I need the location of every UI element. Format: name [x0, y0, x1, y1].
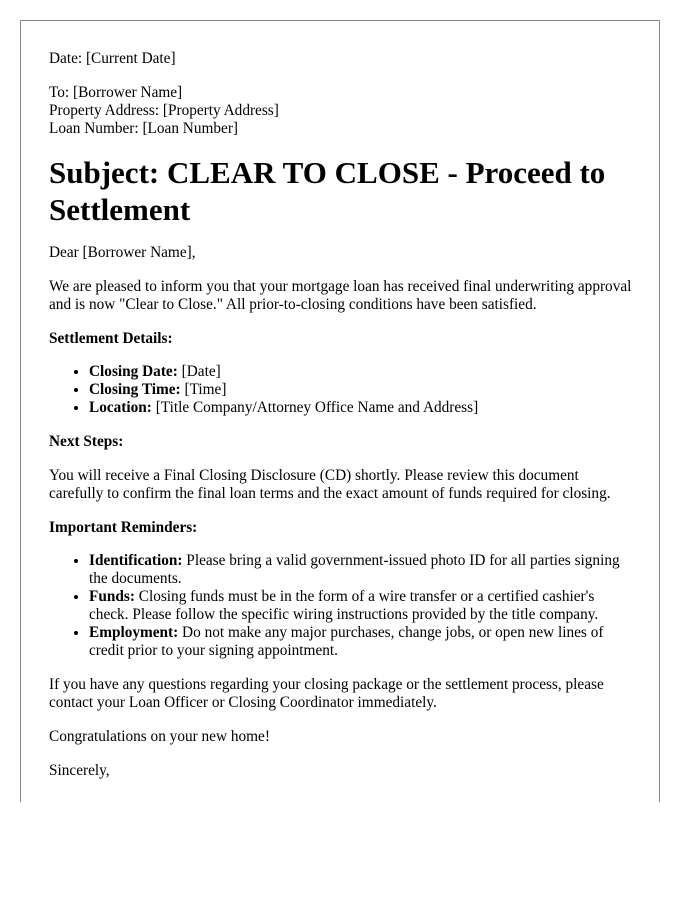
item-label: Closing Date:: [89, 363, 178, 380]
list-item-location: [89, 399, 635, 417]
recipient-block: [49, 84, 635, 138]
salutation: Dear [Borrower Name],: [49, 244, 196, 261]
next-steps-title: Next Steps:: [49, 433, 124, 450]
settlement-details-title: Settlement Details:: [49, 330, 173, 347]
letter-page: [20, 20, 660, 802]
subject-heading: Subject: CLEAR TO CLOSE - Proceed to Settlement: [49, 155, 606, 227]
item-value: Closing funds must be in the form of a wire transfer or a certified cashier's check. Please follow the specific wiring instructions provided by the title company.: [89, 588, 599, 623]
list-item-funds: [89, 588, 635, 624]
questions-paragraph: If you have any questions regarding your closing package or the settlement process, please contact your Loan Officer or Closing Coordinator immediately.: [49, 676, 604, 711]
item-label: Closing Time:: [89, 381, 181, 398]
item-value: [Time]: [180, 381, 227, 398]
item-value: Please bring a valid government-issued photo ID for all parties signing the documents.: [89, 552, 620, 587]
list-item-employment: [89, 624, 635, 660]
item-label: Employment:: [89, 624, 179, 641]
item-label: Funds:: [89, 588, 135, 605]
item-label: Identification:: [89, 552, 183, 569]
congratulations-line: Congratulations on your new home!: [49, 728, 270, 745]
date-line: Date: [Current Date]: [49, 50, 176, 67]
item-value: [Date]: [177, 363, 221, 380]
item-label: Location:: [89, 399, 152, 416]
important-reminders-title: Important Reminders:: [49, 519, 198, 536]
letter-content: [49, 50, 635, 796]
next-steps-paragraph: You will receive a Final Closing Disclosure (CD) shortly. Please review this document carefully to confirm the final loan terms and the exact amount of funds required for closing.: [49, 467, 611, 502]
list-item-closing-date: [89, 363, 635, 381]
list-item-closing-time: [89, 381, 635, 399]
loan-number-line: Loan Number: [Loan Number]: [49, 120, 239, 137]
intro-paragraph: We are pleased to inform you that your mortgage loan has received final underwriting approval and is now "Clear to Close." All prior-to-closing conditions have been satisfied.: [49, 278, 632, 313]
property-address-line: Property Address: [Property Address]: [49, 102, 279, 119]
to-line: To: [Borrower Name]: [49, 84, 183, 101]
closing-line: Sincerely,: [49, 762, 110, 779]
item-value: Do not make any major purchases, change jobs, or open new lines of credit prior to your signing appointment.: [89, 624, 604, 659]
item-value: [Title Company/Attorney Office Name and Address]: [151, 399, 479, 416]
settlement-details-list: [49, 363, 635, 417]
list-item-identification: [89, 552, 635, 588]
important-reminders-list: [49, 552, 635, 660]
